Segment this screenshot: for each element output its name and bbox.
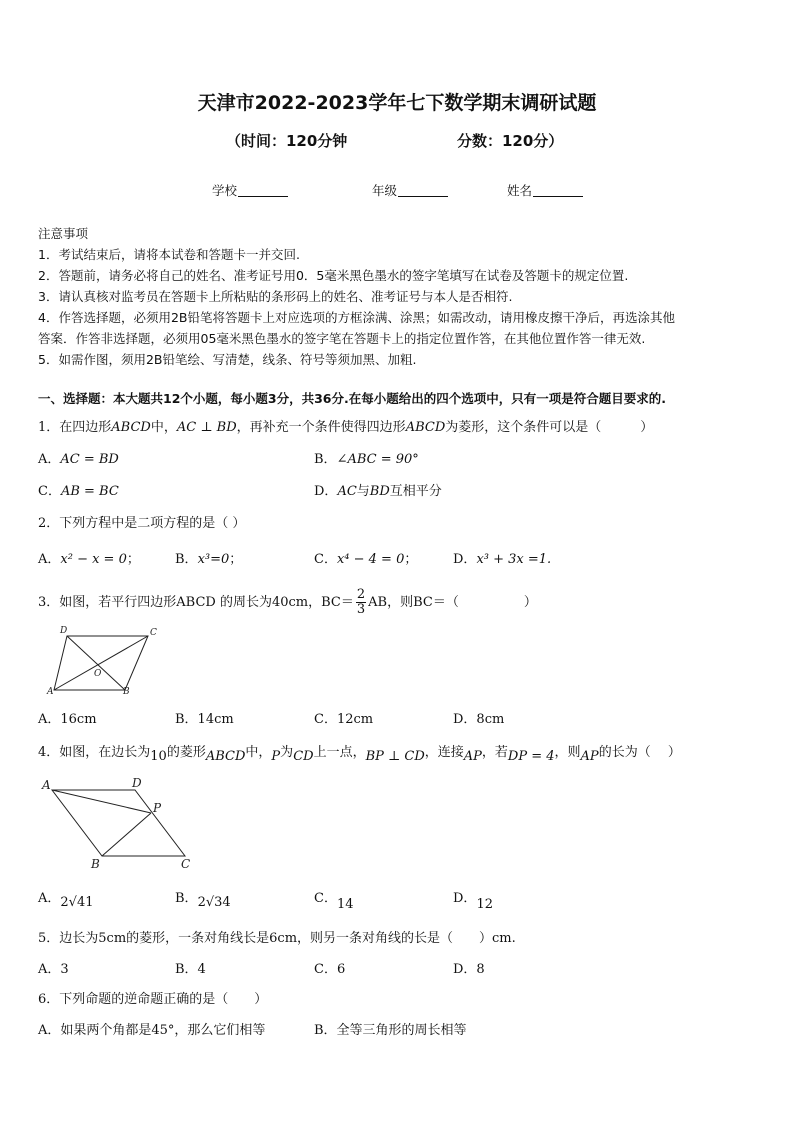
q3-option-c: C．12cm [314,712,374,727]
grade-label: 年级 [372,183,398,198]
q4-option-a: A．2√41 [38,891,94,910]
q1-math: AC ⊥ BD [176,420,237,435]
q1-text: 为菱形，这个条件可以是（ ） [445,420,654,435]
q1-option-d: D．AC与BD互相平分 [314,484,442,499]
notice-item: 3．请认真核对监考员在答题卡上所粘贴的条形码上的姓名、准考证号与本人是否相符. [38,289,513,304]
segment-bp [102,813,151,856]
label-a: A [42,778,51,792]
q3-text: AB，则BC＝（ ） [368,595,537,610]
exam-time: （时间：120分钟 [226,132,348,150]
question-3-stem [38,588,537,617]
school-blank [238,184,288,197]
grade-blank [398,184,448,197]
question-2-stem: 2．下列方程中是二项方程的是（ ） [38,516,246,531]
question-1-stem [38,416,653,435]
notice-item: 2．答题前，请务必将自己的姓名、准考证号用0．5毫米黑色墨水的签字笔填写在试卷及答题卡的规定位置. [38,268,629,283]
q1-text: ，再补充一个条件使得四边形 [236,420,406,435]
name-field [507,181,583,199]
label-d: D [132,776,142,790]
label-b: B [123,687,130,696]
q1-math: ABCD [111,420,151,435]
notice-item: 1．考试结束后，请将本试卷和答题卡一并交回. [38,247,300,262]
diagonal-bd [67,636,125,690]
q5-option-b: B．4 [175,962,206,977]
q5-option-d: D．8 [453,962,485,977]
grade-field [372,181,448,199]
q1-option-b: B．∠ABC = 90° [314,452,419,467]
q4-option-d: D．12 [453,891,493,912]
q2-option-b: B．x³=0； [175,552,243,567]
label-c: C [181,857,191,871]
name-label: 姓名 [507,183,533,198]
label-d: D [60,626,68,636]
q3-option-b: B．14cm [175,712,234,727]
q1-math: ABCD [405,420,446,435]
diagonal-ac [54,636,148,690]
label-c: C [150,628,157,638]
q3-parallelogram-figure [44,624,164,696]
exam-score: 分数：120分） [457,132,564,150]
q1-option-a: A．AC = BD [38,452,119,467]
notice-item: 答案．作答非选择题，必须用05毫米黑色墨水的签字笔在答题卡上的指定位置作答，在其他位置作答一律无效. [38,331,646,346]
q5-option-c: C．6 [314,962,346,977]
fraction-two-thirds: $\frac{2}{3}$ [356,587,366,617]
question-5-stem: 5．边长为5cm的菱形，一条对角线长是6cm，则另一条对角线的长是（ ）cm. [38,931,516,946]
question-4-stem: 4．如图，在边长为10的菱形ABCD中，P为CD上一点，BP ⊥ CD，连接AP，若DP = 4，则AP的长为（ ） [38,745,681,764]
rhombus-abcd [52,790,185,856]
q1-text: 中， [150,420,177,435]
label-o: O [94,669,102,679]
q1-option-c: C．AB = BC [38,484,119,499]
section-heading: 一、选择题：本大题共12个小题，每小题3分，共36分.在每小题给出的四个选项中，只有一项是符合题目要求的. [38,391,666,406]
name-blank [533,184,583,197]
q6-option-a: A．如果两个角都是45°，那么它们相等 [38,1023,266,1038]
q4-option-c: C．14 [314,891,354,912]
q2-option-d: D．x³ + 3x =1. [453,552,552,567]
q1-text: 1．在四边形 [38,420,112,435]
q3-option-d: D．8cm [453,712,505,727]
q5-option-a: A．3 [38,962,69,977]
q6-option-b: B．全等三角形的周长相等 [314,1023,467,1038]
label-a: A [47,687,54,696]
question-6-stem: 6．下列命题的逆命题正确的是（ ） [38,992,268,1007]
q4-rhombus-figure [40,776,200,872]
q3-option-a: A．16cm [38,712,97,727]
label-p: P [153,801,162,815]
notice-item: 4．作答选择题，必须用2B铅笔将答题卡上对应选项的方框涂满、涂黑；如需改动，请用橡皮擦干净后，再选涂其他 [38,310,675,325]
page-title: 天津市2022-2023学年七下数学期末调研试题 [197,92,597,114]
label-b: B [91,857,100,871]
q2-option-a: A．x² − x = 0； [38,552,140,567]
q3-text: 3．如图，若平行四边形ABCD 的周长为40cm，BC＝ [38,595,354,610]
school-label: 学校 [212,183,238,198]
q4-option-b: B．2√34 [175,891,231,910]
notice-heading: 注意事项 [38,226,89,241]
school-field [212,181,288,199]
q2-option-c: C．x⁴ − 4 = 0； [314,552,418,567]
notice-item: 5．如需作图，须用2B铅笔绘、写清楚，线条、符号等须加黑、加粗. [38,352,417,367]
